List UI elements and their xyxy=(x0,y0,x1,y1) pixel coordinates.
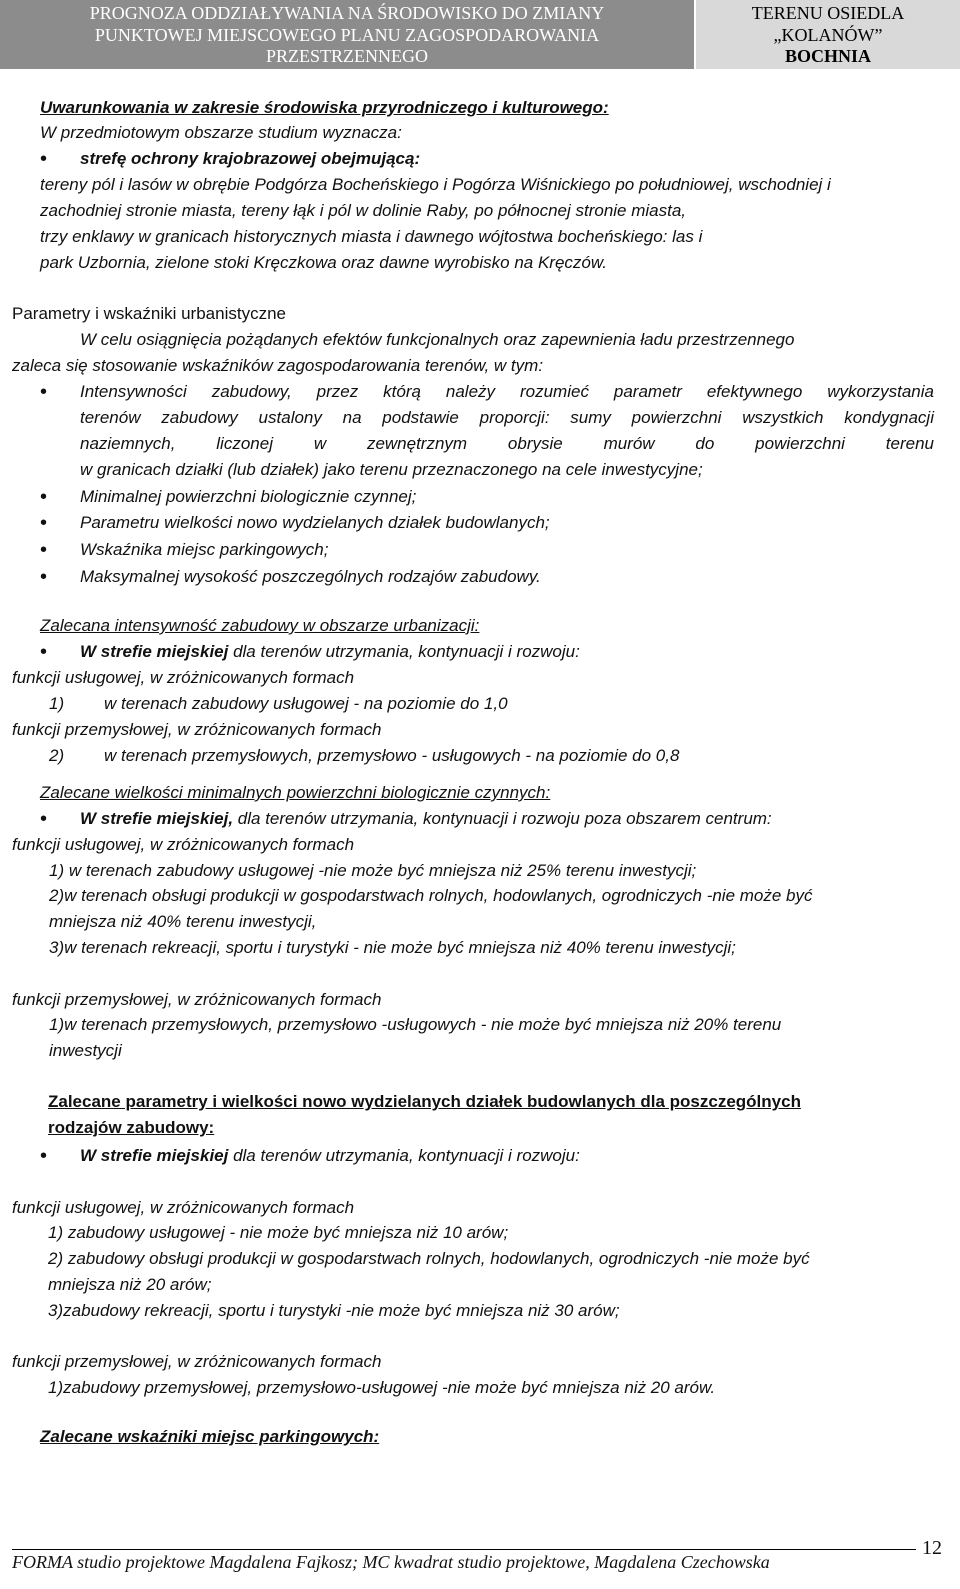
paragraph-line: trzy enklawy w granicach historycznych miasta i dawnego wójtostwa bocheńskiego: las i xyxy=(40,227,703,246)
header-title-line-2: PUNKTOWEJ MIEJSCOWEGO PLANU ZAGOSPODAROWANIA xyxy=(94,24,600,45)
bullet-icon: • xyxy=(40,641,48,663)
zone-description: dla terenów utrzymania, kontynuacji i rozwoju: xyxy=(228,1146,580,1165)
item-text: inwestycji xyxy=(49,1041,122,1060)
item-text: 1) zabudowy usługowej - nie może być mniejsza niż 10 arów; xyxy=(48,1223,509,1242)
zone-description: dla terenów utrzymania, kontynuacji i rozwoju poza obszarem centrum: xyxy=(233,809,772,828)
bullet-item: Parametru wielkości nowo wydzielanych działek budowlanych; xyxy=(80,513,550,532)
page-number: 12 xyxy=(922,1537,942,1559)
section-heading-conditions: Uwarunkowania w zakresie środowiska przyrodniczego i kulturowego: xyxy=(40,98,609,117)
footer-credits: FORMA studio projektowe Magdalena Fajkosz; MC kwadrat studio projektowe, Magdalena Czechowska xyxy=(12,1552,770,1572)
zone-label: W strefie miejskiej, xyxy=(80,809,234,828)
section-heading-biological: Zalecane wielkości minimalnych powierzchni biologicznie czynnych: xyxy=(40,783,551,802)
paragraph-line: zachodniej stronie miasta, tereny łąk i pól w dolinie Raby, po północnej stronie miasta, xyxy=(40,201,687,220)
item-text: mniejsza niż 40% terenu inwestycji, xyxy=(49,912,317,931)
bullet-item: Maksymalnej wysokość poszczególnych rodzajów zabudowy. xyxy=(80,567,541,586)
item-text: 1) w terenach zabudowy usługowej -nie może być mniejsza niż 25% terenu inwestycji; xyxy=(49,861,697,880)
bullet-item-line: terenów zabudowy ustalony na podstawie proporcji: sumy powierzchni wszystkich kondygnacji xyxy=(80,408,934,427)
bullet-icon: • xyxy=(40,1145,48,1167)
zone-label: W strefie miejskiej xyxy=(80,1146,229,1165)
bullet-icon: • xyxy=(40,539,48,561)
item-text: 2) zabudowy obsługi produkcji w gospodarstwach rolnych, hodowlanych, ogrodniczych -nie może być xyxy=(48,1249,810,1268)
bullet-icon: • xyxy=(40,566,48,588)
bullet-item-line: naziemnych, liczonej w zewnętrznym obrysie murów do powierzchni terenu xyxy=(80,434,934,453)
bullet-icon: • xyxy=(40,808,48,830)
function-label: funkcji przemysłowej, w zróżnicowanych formach xyxy=(12,1352,382,1371)
section-heading-plots-cont: rodzajów zabudowy: xyxy=(48,1118,215,1137)
paragraph-line: park Uzbornia, zielone stoki Kręczkowa oraz dawne wyrobisko na Kręczów. xyxy=(40,253,607,272)
header-title-block xyxy=(0,0,694,69)
function-label: funkcji usługowej, w zróżnicowanych formach xyxy=(12,1198,355,1217)
item-text: 1)zabudowy przemysłowej, przemysłowo-usługowej -nie może być mniejsza niż 20 arów. xyxy=(48,1378,716,1397)
paragraph-line: W przedmiotowym obszarze studium wyznacza: xyxy=(40,123,402,142)
bullet-item xyxy=(80,641,580,663)
footer-divider xyxy=(12,1549,916,1550)
header-location-line-2: „KOLANÓW” xyxy=(773,24,883,45)
paragraph-line: zaleca się stosowanie wskaźników zagospodarowania terenów, w tym: xyxy=(12,356,544,375)
bullet-icon: • xyxy=(40,381,48,403)
item-text: 3)w terenach rekreacji, sportu i turystyki - nie może być mniejsza niż 40% terenu inwestycji; xyxy=(49,938,736,957)
section-heading-plots: Zalecane parametry i wielkości nowo wydzielanych działek budowlanych dla poszczególnych xyxy=(48,1092,801,1111)
zone-description: dla terenów utrzymania, kontynuacji i rozwoju: xyxy=(228,642,580,661)
function-label: funkcji usługowej, w zróżnicowanych formach xyxy=(12,835,355,854)
header-location-line-1: TERENU OSIEDLA xyxy=(751,3,905,23)
bullet-item: Wskaźnika miejsc parkingowych; xyxy=(80,540,329,559)
bullet-item: Minimalnej powierzchni biologicznie czynnej; xyxy=(80,487,417,506)
bullet-item xyxy=(80,808,772,830)
item-text: 2)w terenach obsługi produkcji w gospodarstwach rolnych, hodowlanych, ogrodniczych -nie może być xyxy=(49,886,813,905)
item-text: w terenach przemysłowych, przemysłowo - usługowych - na poziomie do 0,8 xyxy=(104,746,680,765)
bullet-item xyxy=(80,1145,580,1167)
bullet-item: strefę ochrony krajobrazowej obejmującą: xyxy=(80,149,421,168)
item-text: 1)w terenach przemysłowych, przemysłowo -usługowych - nie może być mniejsza niż 20% terenu xyxy=(49,1015,782,1034)
bullet-item-line: w granicach działki (lub działek) jako terenu przeznaczonego na cele inwestycyjne; xyxy=(80,460,703,479)
bullet-icon: • xyxy=(40,512,48,534)
function-label: funkcji usługowej, w zróżnicowanych formach xyxy=(12,668,355,687)
paragraph-line: W celu osiągnięcia pożądanych efektów funkcjonalnych oraz zapewnienia ładu przestrzennego xyxy=(80,330,795,349)
bullet-icon: • xyxy=(40,486,48,508)
paragraph-line: tereny pól i lasów w obrębie Podgórza Bocheńskiego i Pogórza Wiśnickiego po południowej, wschodniej i xyxy=(40,175,831,194)
bullet-item-line: Intensywności zabudowy, przez którą należy rozumieć parametr efektywnego wykorzystania xyxy=(80,382,934,401)
header-title-line-1: PROGNOZA ODDZIAŁYWANIA NA ŚRODOWISKO DO ZMIANY xyxy=(89,3,605,23)
item-text: 3)zabudowy rekreacji, sportu i turystyki -nie może być mniejsza niż 30 arów; xyxy=(48,1301,620,1320)
section-heading-intensity: Zalecana intensywność zabudowy w obszarze urbanizacji: xyxy=(40,616,480,635)
function-label: funkcji przemysłowej, w zróżnicowanych formach xyxy=(12,990,382,1009)
item-text: mniejsza niż 20 arów; xyxy=(48,1275,212,1294)
function-label: funkcji przemysłowej, w zróżnicowanych formach xyxy=(12,720,382,739)
item-text: w terenach zabudowy usługowej - na poziomie do 1,0 xyxy=(104,694,508,713)
header-title-line-3: PRZESTRZENNEGO xyxy=(266,46,428,66)
section-heading-parameters: Parametry i wskaźniki urbanistyczne xyxy=(12,304,286,323)
bullet-icon: • xyxy=(40,148,48,170)
item-number: 1) xyxy=(49,694,65,713)
header-location-block xyxy=(696,0,960,69)
item-number: 2) xyxy=(49,746,65,765)
section-heading-parking: Zalecane wskaźniki miejsc parkingowych: xyxy=(40,1427,380,1446)
zone-label: W strefie miejskiej xyxy=(80,642,229,661)
header-location-line-3: BOCHNIA xyxy=(784,46,871,66)
